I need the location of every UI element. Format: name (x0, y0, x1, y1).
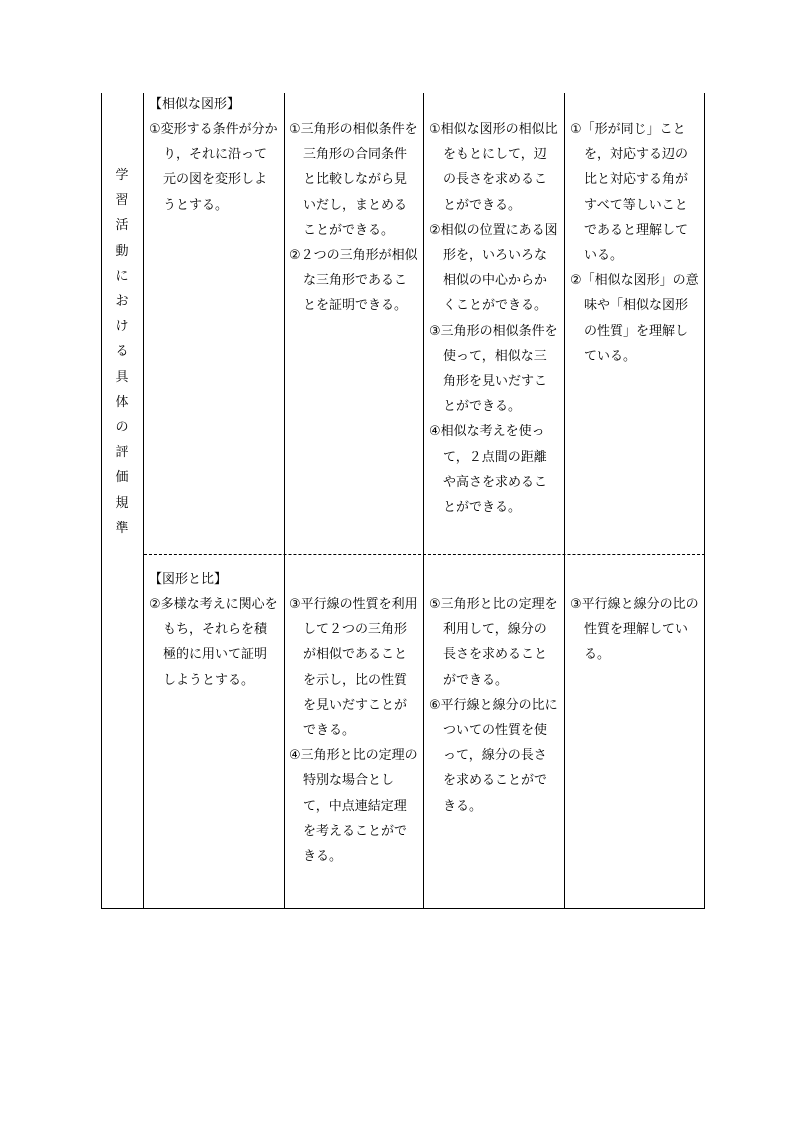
criterion-item: ②「相似な図形」の意味や「相似な図形の性質」を理解している。 (570, 273, 699, 364)
section2-col4 (570, 592, 700, 668)
row-label-char: 活 (115, 218, 129, 234)
section1-col2 (289, 117, 419, 319)
criterion-item: ③三角形の相似条件を使って，相似な三角形を見いだすことができる。 (429, 323, 558, 415)
row-label-char: け (115, 319, 129, 335)
row-label-char: 準 (115, 520, 129, 536)
table-border-right (704, 93, 705, 909)
criterion-item: ①「形が同じ」ことを，対応する辺の比と対応する角がすべて等しいことであると理解している。 (570, 122, 689, 264)
row-label-char: 体 (115, 394, 129, 410)
criterion-item: ④相似な考えを使って，２点間の距離や高さを求めることができる。 (429, 424, 548, 516)
criterion-item: ①三角形の相似条件を三角形の合同条件と比較しながら見いだし，まとめることができる。 (289, 122, 418, 238)
column-divider (564, 93, 565, 909)
row-label-char: お (115, 294, 129, 310)
section2-col1 (149, 592, 279, 693)
row-label-char: 価 (115, 470, 129, 486)
column-divider (423, 93, 424, 909)
criterion-item: ②多様な考えに関心をもち，それらを積極的に用いて証明しようとする。 (149, 597, 278, 688)
section1-col1 (149, 117, 279, 218)
row-label-char: 評 (115, 445, 129, 461)
row-label-char: る (115, 344, 129, 360)
section1-heading: 【相似な図形】 (149, 97, 241, 112)
section2-col2 (289, 592, 419, 869)
row-label-char: 動 (115, 243, 129, 259)
row-label-char: 学 (115, 168, 129, 183)
section-divider-dashed (144, 554, 705, 555)
section1-col4 (570, 117, 700, 369)
criterion-item: ①相似な図形の相似比をもとにして，辺の長さを求めることができる。 (429, 122, 558, 213)
row-label-char: 具 (115, 369, 129, 385)
criterion-item: ①変形する条件が分かり，それに沿って元の図を変形しようとする。 (149, 122, 278, 213)
section2-col3 (429, 592, 559, 819)
row-label-char: の (115, 420, 129, 436)
criterion-item: ⑥平行線と線分の比についての性質を使って，線分の長さを求めることができる。 (429, 697, 558, 814)
row-label-char: 習 (115, 193, 129, 209)
criterion-item: ③平行線の性質を利用して２つの三角形が相似であることを示し，比の性質を見いだすことができる。 (289, 597, 418, 739)
criterion-item: ②２つの三角形が相似な三角形であることを証明できる。 (289, 248, 418, 314)
criterion-item: ⑤三角形と比の定理を利用して，線分の長さを求めることができる。 (429, 597, 558, 688)
table-border-bottom (101, 908, 705, 909)
criterion-item: ④三角形と比の定理の特別な場合として，中点連結定理を考えることができる。 (289, 748, 418, 865)
column-divider (284, 93, 285, 909)
criterion-item: ③平行線と線分の比の性質を理解している。 (570, 597, 699, 663)
section2-heading: 【図形と比】 (149, 572, 228, 587)
row-label-char: 規 (115, 495, 129, 511)
column-divider (143, 93, 144, 909)
section1-col3 (429, 117, 559, 520)
row-label-vertical (101, 163, 143, 541)
evaluation-criteria-table (101, 93, 705, 909)
criterion-item: ②相似の位置にある図形を，いろいろな相似の中心からかくことができる。 (429, 222, 558, 314)
row-label-char: に (115, 268, 129, 284)
